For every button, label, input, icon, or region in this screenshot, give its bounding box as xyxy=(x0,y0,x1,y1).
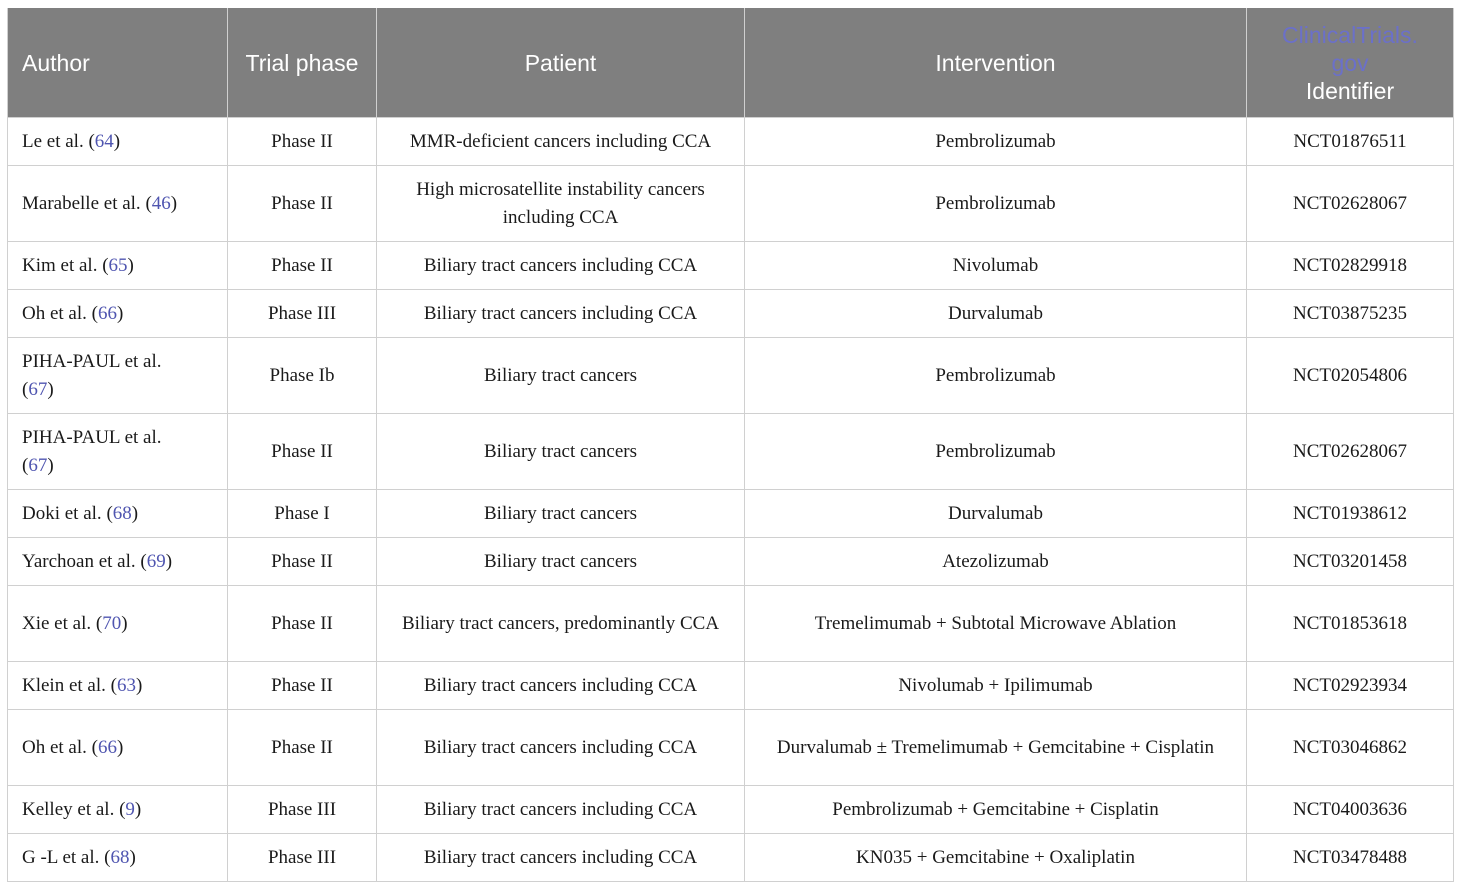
phase-cell: Phase II xyxy=(228,586,377,662)
identifier-cell: NCT02628067 xyxy=(1247,414,1454,490)
author-cell: Marabelle et al. (46) xyxy=(8,166,228,242)
identifier-cell: NCT03046862 xyxy=(1247,710,1454,786)
table-row xyxy=(8,710,1454,786)
author-cell: Klein et al. (63) xyxy=(8,662,228,710)
identifier-cell: NCT03201458 xyxy=(1247,538,1454,586)
phase-cell: Phase III xyxy=(228,834,377,882)
table-row xyxy=(8,834,1454,882)
table-row xyxy=(8,338,1454,414)
patient-cell: Biliary tract cancers including CCA xyxy=(377,290,745,338)
table-row xyxy=(8,538,1454,586)
trials-table-container xyxy=(7,8,1453,882)
author-name: Klein et al. xyxy=(22,674,106,696)
intervention-cell: Pembrolizumab xyxy=(745,338,1247,414)
phase-cell: Phase II xyxy=(228,242,377,290)
intervention-cell: Nivolumab xyxy=(745,242,1247,290)
author-cell: PIHA-PAUL et al. (67) xyxy=(8,414,228,490)
author-cell: Le et al. (64) xyxy=(8,118,228,166)
reference-link[interactable]: 65 xyxy=(108,254,128,276)
author-name: Kim et al. xyxy=(22,254,98,276)
patient-cell: High microsatellite instability cancers including CCA xyxy=(377,166,745,242)
header-trial-phase: Trial phase xyxy=(228,8,377,118)
reference-link[interactable]: 68 xyxy=(110,846,130,868)
identifier-cell: NCT02829918 xyxy=(1247,242,1454,290)
reference-link[interactable]: 46 xyxy=(151,192,171,214)
patient-cell: Biliary tract cancers including CCA xyxy=(377,834,745,882)
phase-cell: Phase III xyxy=(228,290,377,338)
phase-cell: Phase II xyxy=(228,538,377,586)
author-name: Xie et al. xyxy=(22,612,92,634)
header-intervention: Intervention xyxy=(745,8,1247,118)
author-cell: Doki et al. (68) xyxy=(8,490,228,538)
patient-cell: Biliary tract cancers xyxy=(377,338,745,414)
author-name: Yarchoan et al. xyxy=(22,550,136,572)
phase-cell: Phase II xyxy=(228,662,377,710)
header-patient: Patient xyxy=(377,8,745,118)
author-cell: Oh et al. (66) xyxy=(8,710,228,786)
identifier-cell: NCT02628067 xyxy=(1247,166,1454,242)
author-name: Kelley et al. xyxy=(22,798,115,820)
intervention-cell: Nivolumab + Ipilimumab xyxy=(745,662,1247,710)
intervention-cell: Pembrolizumab xyxy=(745,166,1247,242)
header-author: Author xyxy=(8,8,228,118)
reference-link[interactable]: 66 xyxy=(97,736,117,758)
clinicaltrials-link-line1: ClinicalTrials. xyxy=(1282,21,1418,48)
phase-cell: Phase I xyxy=(228,490,377,538)
phase-cell: Phase III xyxy=(228,786,377,834)
reference-link[interactable]: 67 xyxy=(28,454,48,476)
intervention-cell: Durvalumab xyxy=(745,290,1247,338)
table-row xyxy=(8,786,1454,834)
table-row xyxy=(8,662,1454,710)
intervention-cell: KN035 + Gemcitabine + Oxaliplatin xyxy=(745,834,1247,882)
author-name: Le et al. xyxy=(22,130,84,152)
reference-link[interactable]: 68 xyxy=(112,502,132,524)
reference-link[interactable]: 64 xyxy=(94,130,114,152)
patient-cell: Biliary tract cancers including CCA xyxy=(377,786,745,834)
clinicaltrials-link-line2: gov xyxy=(1331,49,1369,76)
intervention-cell: Pembrolizumab xyxy=(745,118,1247,166)
reference-link[interactable]: 70 xyxy=(102,612,122,634)
author-name: PIHA-PAUL et al. xyxy=(22,426,162,448)
clinical-trials-table xyxy=(7,8,1454,882)
phase-cell: Phase Ib xyxy=(228,338,377,414)
reference-link[interactable]: 66 xyxy=(97,302,117,324)
patient-cell: Biliary tract cancers including CCA xyxy=(377,242,745,290)
patient-cell: Biliary tract cancers including CCA xyxy=(377,710,745,786)
table-header-row xyxy=(8,8,1454,118)
reference-link[interactable]: 69 xyxy=(146,550,166,572)
patient-cell: Biliary tract cancers xyxy=(377,490,745,538)
table-row xyxy=(8,586,1454,662)
phase-cell: Phase II xyxy=(228,166,377,242)
reference-link[interactable]: 9 xyxy=(125,798,135,820)
table-row xyxy=(8,166,1454,242)
identifier-cell: NCT01853618 xyxy=(1247,586,1454,662)
identifier-cell: NCT04003636 xyxy=(1247,786,1454,834)
intervention-cell: Pembrolizumab xyxy=(745,414,1247,490)
author-cell: Kelley et al. (9) xyxy=(8,786,228,834)
phase-cell: Phase II xyxy=(228,414,377,490)
identifier-cell: NCT03478488 xyxy=(1247,834,1454,882)
identifier-cell: NCT03875235 xyxy=(1247,290,1454,338)
patient-cell: Biliary tract cancers, predominantly CCA xyxy=(377,586,745,662)
phase-cell: Phase II xyxy=(228,118,377,166)
reference-link[interactable]: 67 xyxy=(28,378,48,400)
patient-cell: Biliary tract cancers xyxy=(377,414,745,490)
author-cell: G -L et al. (68) xyxy=(8,834,228,882)
author-name: Marabelle et al. xyxy=(22,192,141,214)
intervention-cell: Durvalumab xyxy=(745,490,1247,538)
author-cell: Xie et al. (70) xyxy=(8,586,228,662)
table-row xyxy=(8,290,1454,338)
patient-cell: MMR-deficient cancers including CCA xyxy=(377,118,745,166)
table-row xyxy=(8,118,1454,166)
identifier-cell: NCT01938612 xyxy=(1247,490,1454,538)
clinicaltrials-link[interactable] xyxy=(1261,21,1439,77)
table-row xyxy=(8,414,1454,490)
author-name: Doki et al. xyxy=(22,502,102,524)
intervention-cell: Pembrolizumab + Gemcitabine + Cisplatin xyxy=(745,786,1247,834)
author-name: Oh et al. xyxy=(22,736,87,758)
patient-cell: Biliary tract cancers xyxy=(377,538,745,586)
author-cell: Kim et al. (65) xyxy=(8,242,228,290)
author-name: PIHA-PAUL et al. xyxy=(22,350,162,372)
intervention-cell: Atezolizumab xyxy=(745,538,1247,586)
author-name: Oh et al. xyxy=(22,302,87,324)
author-name: G -L et al. xyxy=(22,846,100,868)
table-row xyxy=(8,490,1454,538)
intervention-cell: Durvalumab ± Tremelimumab + Gemcitabine + Cisplatin xyxy=(745,710,1247,786)
header-identifier xyxy=(1247,8,1454,118)
identifier-cell: NCT01876511 xyxy=(1247,118,1454,166)
table-row xyxy=(8,242,1454,290)
author-cell: PIHA-PAUL et al. (67) xyxy=(8,338,228,414)
identifier-cell: NCT02923934 xyxy=(1247,662,1454,710)
reference-link[interactable]: 63 xyxy=(116,674,136,696)
author-cell: Yarchoan et al. (69) xyxy=(8,538,228,586)
author-cell: Oh et al. (66) xyxy=(8,290,228,338)
header-identifier-label: Identifier xyxy=(1305,77,1395,104)
patient-cell: Biliary tract cancers including CCA xyxy=(377,662,745,710)
identifier-cell: NCT02054806 xyxy=(1247,338,1454,414)
phase-cell: Phase II xyxy=(228,710,377,786)
intervention-cell: Tremelimumab + Subtotal Microwave Ablation xyxy=(745,586,1247,662)
